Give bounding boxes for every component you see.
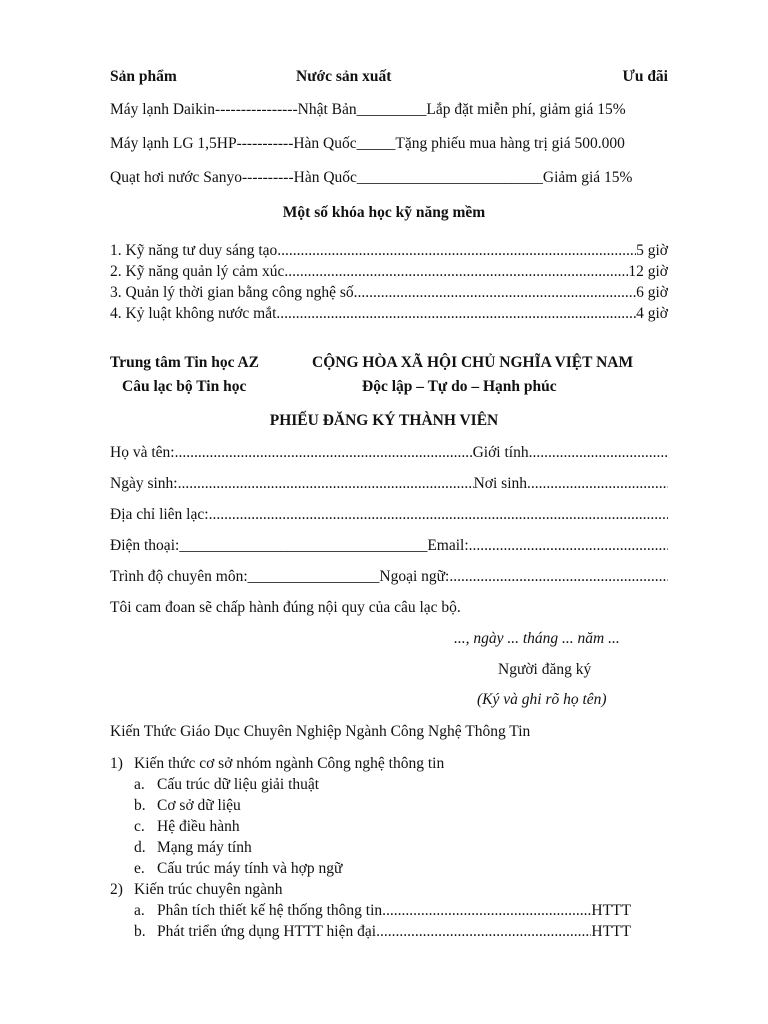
section-label: Kiến thức cơ sở nhóm ngành Công nghệ thông tin <box>134 755 445 772</box>
list-item-text: Phát triển ứng dụng HTTT hiện đại <box>157 923 377 940</box>
course-hours: 4 giờ <box>636 305 668 322</box>
list-item: Mạng máy tính <box>157 839 252 856</box>
gender-label: Giới tính <box>472 444 529 461</box>
pob-label: Nơi sinh <box>473 475 528 492</box>
product-country: Hàn Quốc <box>293 135 357 152</box>
leader-dots <box>376 923 591 941</box>
course-item <box>110 305 668 323</box>
name-dots[interactable] <box>175 444 473 462</box>
item-letter: a. <box>134 776 145 793</box>
product-dashes: ---------------- <box>215 101 298 118</box>
product-underline: _________ <box>356 101 427 118</box>
product-row-2 <box>110 135 625 153</box>
org-club: Câu lạc bộ Tin học <box>122 378 247 395</box>
course-label: 4. Kỷ luật không nước mắt <box>110 305 277 322</box>
email-dots[interactable] <box>469 537 668 555</box>
product-dashes: ----------- <box>236 135 294 152</box>
course-label: 3. Quản lý thời gian bằng công nghệ số <box>110 284 354 301</box>
list-item: Cấu trúc dữ liệu giải thuật <box>157 776 320 793</box>
language-dots[interactable] <box>449 568 668 586</box>
address-field[interactable] <box>110 506 668 524</box>
product-row-3 <box>110 169 632 187</box>
leader-dots <box>276 305 636 323</box>
course-label: 1. Kỹ năng tư duy sáng tạo <box>110 242 278 259</box>
pob-dots[interactable] <box>527 475 668 493</box>
course-hours: 12 giờ <box>628 263 668 280</box>
product-name: Máy lạnh LG 1,5HP <box>110 135 237 152</box>
product-country: Nhật Bản <box>297 101 357 118</box>
list-item: Cấu trúc máy tính và hợp ngữ <box>157 860 343 877</box>
header-offer: Ưu đãi <box>622 68 668 85</box>
header-country: Nước sản xuất <box>296 68 392 85</box>
courses-title: Một số khóa học kỹ năng mềm <box>282 204 486 221</box>
pledge-text: Tôi cam đoan sẽ chấp hành đúng nội quy của câu lạc bộ. <box>110 599 461 616</box>
level-label: Trình độ chuyên môn: <box>110 568 248 585</box>
leader-dots <box>277 242 636 260</box>
product-offer: Lắp đặt miễn phí, giảm giá 15% <box>426 101 626 118</box>
course-label: 2. Kỹ năng quản lý cảm xúc <box>110 263 285 280</box>
section-label: Kiến trúc chuyên ngành <box>134 881 283 898</box>
product-underline: ________________________ <box>356 169 543 186</box>
name-label: Họ và tên: <box>110 444 175 461</box>
phone-line[interactable]: ________________________________ <box>179 537 428 554</box>
product-country: Hàn Quốc <box>293 169 357 186</box>
list-item: Hệ điều hành <box>157 818 240 835</box>
list-item: Cơ sở dữ liệu <box>157 797 241 814</box>
phone-label: Điện thoại: <box>110 537 180 554</box>
item-letter: b. <box>134 923 146 940</box>
nation-motto: Độc lập – Tự do – Hạnh phúc <box>362 378 557 395</box>
product-dashes: ---------- <box>242 169 294 186</box>
address-label: Địa chỉ liên lạc: <box>110 506 209 523</box>
section-number: 1) <box>110 755 123 772</box>
list-item-suffix: HTTT <box>591 923 631 940</box>
course-hours: 5 giờ <box>636 242 668 259</box>
product-row-1 <box>110 101 626 119</box>
list-item <box>157 923 631 941</box>
level-line[interactable]: _________________ <box>247 568 380 585</box>
leader-dots <box>382 902 591 920</box>
course-item <box>110 242 668 260</box>
course-hours: 6 giờ <box>636 284 668 301</box>
dob-field[interactable] <box>110 475 668 493</box>
dob-label: Ngày sinh: <box>110 475 178 492</box>
name-field[interactable] <box>110 444 668 462</box>
dob-dots[interactable] <box>178 475 474 493</box>
product-name: Quạt hơi nước Sanyo <box>110 169 242 186</box>
leader-dots <box>284 263 628 281</box>
product-offer: Giảm giá 15% <box>542 169 633 186</box>
item-letter: e. <box>134 860 145 877</box>
signer-label: Người đăng ký <box>498 661 592 678</box>
course-item <box>110 263 668 281</box>
nation-title: CỘNG HÒA XÃ HỘI CHỦ NGHĨA VIỆT NAM <box>312 354 634 371</box>
list-item-text: Phân tích thiết kế hệ thống thông tin <box>157 902 383 919</box>
level-field[interactable] <box>110 568 668 586</box>
leader-dots <box>354 284 636 302</box>
language-label: Ngoại ngữ: <box>379 568 450 585</box>
list-item <box>157 902 631 920</box>
knowledge-title: Kiến Thức Giáo Dục Chuyên Nghiệp Ngành Công Nghệ Thông Tin <box>110 723 531 740</box>
header-product: Sản phẩm <box>110 68 177 85</box>
course-item <box>110 284 668 302</box>
product-name: Máy lạnh Daikin <box>110 101 216 118</box>
gender-dots[interactable] <box>529 444 668 462</box>
item-letter: d. <box>134 839 146 856</box>
item-letter: b. <box>134 797 146 814</box>
phone-field[interactable] <box>110 537 668 555</box>
item-letter: a. <box>134 902 145 919</box>
date-line: ..., ngày ... tháng ... năm ... <box>454 630 620 647</box>
product-offer: Tặng phiếu mua hàng trị giá 500.000 <box>395 135 625 152</box>
item-letter: c. <box>134 818 145 835</box>
email-label: Email: <box>427 537 469 554</box>
address-dots[interactable] <box>209 506 668 524</box>
list-item-suffix: HTTT <box>591 902 631 919</box>
form-title: PHIẾU ĐĂNG KÝ THÀNH VIÊN <box>269 412 499 429</box>
section-number: 2) <box>110 881 123 898</box>
product-underline: _____ <box>356 135 396 152</box>
sign-note: (Ký và ghi rõ họ tên) <box>477 691 607 708</box>
org-name: Trung tâm Tin học AZ <box>110 354 260 371</box>
